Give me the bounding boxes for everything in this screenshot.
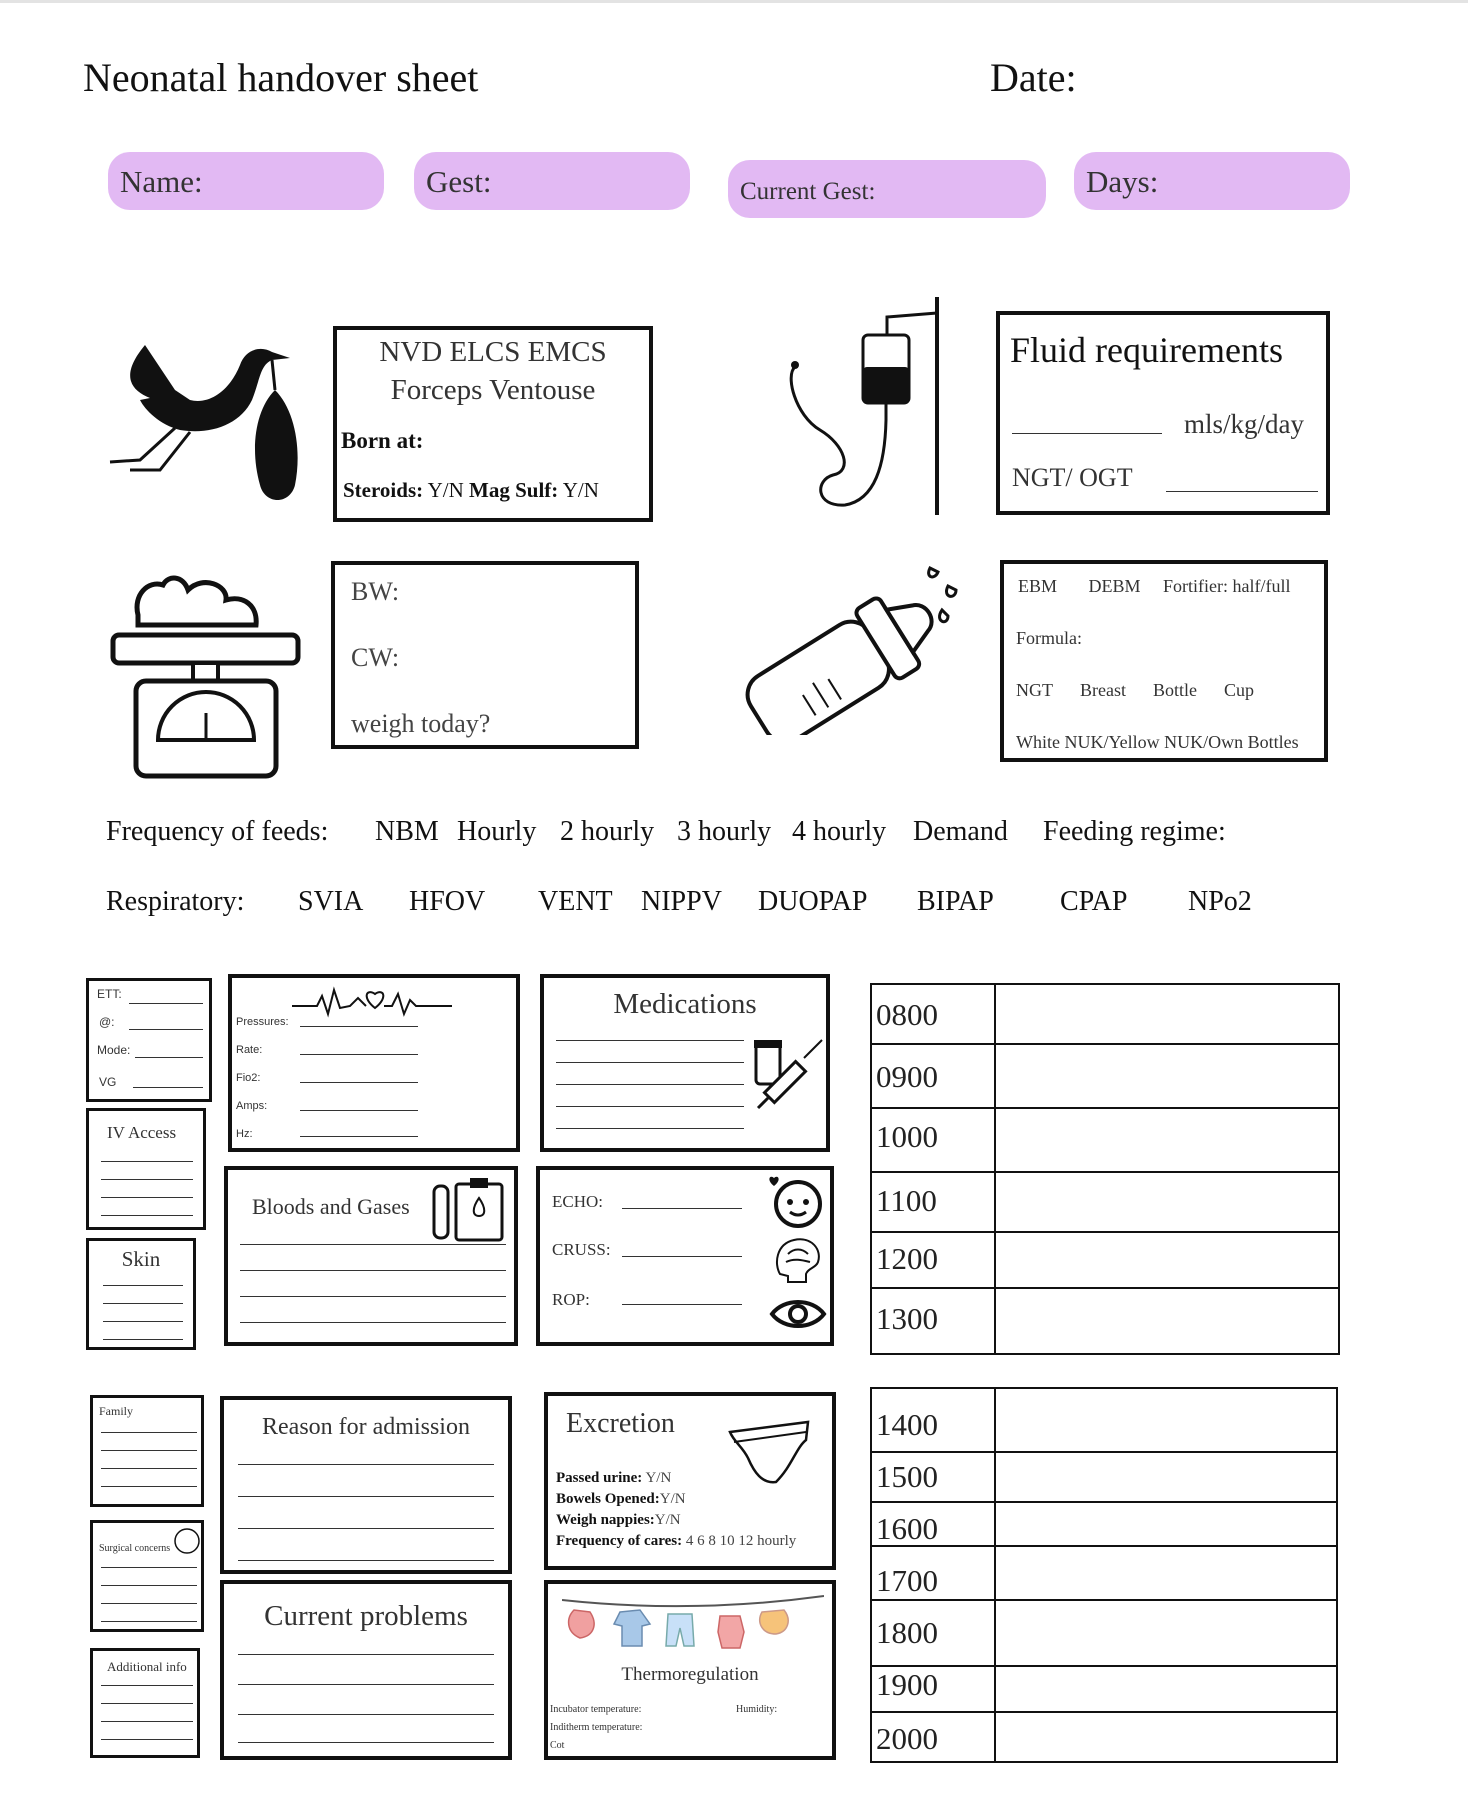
delivery-modes: NVD ELCS EMCS (379, 336, 607, 368)
ngt-ogt-line[interactable] (1166, 491, 1318, 492)
family-box (90, 1395, 204, 1507)
additional-info-box (90, 1648, 200, 1758)
hour-0800: 0800 (876, 997, 938, 1032)
respiratory-label: Respiratory: (106, 886, 245, 917)
hour-1200: 1200 (876, 1241, 938, 1276)
iv-access-title: IV Access (107, 1123, 177, 1142)
screening-box (536, 1166, 834, 1346)
reason-title: Reason for admission (262, 1414, 470, 1440)
resp-nippv[interactable]: NIPPV (641, 886, 722, 917)
date-label: Date: (990, 55, 1077, 100)
current-problems-box (220, 1580, 512, 1760)
schedule-grid-top (870, 983, 1340, 1355)
inditherm-temp-label: Inditherm temperature: (550, 1722, 643, 1733)
hour-1600: 1600 (876, 1511, 938, 1546)
feeding-details-box (1000, 560, 1328, 762)
surgical-icon (173, 1527, 201, 1555)
iv-access-box (86, 1108, 206, 1230)
hour-1100: 1100 (876, 1183, 937, 1218)
family-title: Family (99, 1404, 134, 1418)
feeding-bottle-icon (730, 560, 970, 735)
brain-icon (772, 1234, 824, 1286)
fluid-unit: mls/kg/day (1184, 409, 1304, 439)
feeding-milk-types: EBM DEBM Fortifier: half/full (1018, 576, 1291, 596)
medications-box (540, 974, 830, 1152)
resp-vent[interactable]: VENT (538, 886, 613, 917)
current-gest-field[interactable]: Current Gest: (728, 160, 1046, 218)
hour-1800: 1800 (876, 1615, 938, 1650)
bloods-gases-box (224, 1166, 518, 1346)
clothesline-icon (562, 1588, 824, 1654)
hour-2000: 2000 (876, 1721, 938, 1756)
iv-drip-icon (775, 295, 945, 530)
blood-test-icon (432, 1176, 506, 1242)
hour-1700: 1700 (876, 1563, 938, 1598)
schedule-grid-bottom (870, 1387, 1338, 1763)
bowels-opened: Bowels Opened:Y/N (556, 1491, 686, 1507)
reason-for-admission-box (220, 1396, 512, 1574)
hour-1900: 1900 (876, 1667, 938, 1702)
hour-1000: 1000 (876, 1119, 938, 1154)
formula-label: Formula: (1016, 628, 1082, 648)
resp-hfov[interactable]: HFOV (409, 886, 486, 917)
birth-details-box (333, 326, 653, 522)
additional-title: Additional info (107, 1659, 187, 1674)
stork-icon (100, 320, 310, 510)
cot-label: Cot (550, 1740, 565, 1751)
weight-box (331, 561, 639, 749)
thermo-title: Thermoregulation (621, 1664, 759, 1685)
frequency-label: Frequency of feeds: (106, 816, 329, 847)
born-at-label: Born at: (341, 428, 424, 453)
birth-weight-label: BW: (351, 577, 400, 606)
thermoregulation-box (544, 1580, 836, 1760)
nappy-icon (726, 1418, 812, 1488)
rop-label: ROP: (552, 1290, 590, 1309)
name-field[interactable]: Name: (108, 152, 384, 210)
baby-scale-icon (108, 555, 303, 780)
weigh-nappies: Weigh nappies:Y/N (556, 1512, 681, 1528)
surgical-title: Surgical concerns (99, 1543, 171, 1554)
ventilation-settings-box: ETT: @: Mode: VG (86, 978, 212, 1102)
ngt-ogt-label: NGT/ OGT (1012, 463, 1133, 492)
fluid-requirements-box (996, 311, 1330, 515)
freq-hourly[interactable]: Hourly (457, 816, 537, 847)
resp-duopap[interactable]: DUOPAP (758, 886, 868, 917)
heartbeat-icon (292, 984, 452, 1018)
skin-box (86, 1238, 196, 1350)
hour-1500: 1500 (876, 1459, 938, 1494)
surgical-concerns-box (90, 1520, 204, 1632)
gest-field[interactable]: Gest: (414, 152, 690, 210)
syringe-vial-icon (750, 1038, 826, 1114)
medications-title: Medications (613, 988, 757, 1020)
bloods-title: Bloods and Gases (252, 1194, 410, 1219)
vent-parameters-box: Pressures: Rate: Fio2: Amps: Hz: (228, 974, 520, 1152)
feeding-methods: NGT Breast Bottle Cup (1016, 680, 1254, 700)
days-field[interactable]: Days: (1074, 152, 1350, 210)
freq-4-hourly[interactable]: 4 hourly (792, 816, 887, 847)
steroids-magsulf: Steroids: Y/N Mag Sulf: Y/N (343, 478, 599, 502)
passed-urine: Passed urine: Y/N (556, 1470, 672, 1486)
cruss-label: CRUSS: (552, 1240, 611, 1259)
current-weight-label: CW: (351, 643, 400, 672)
problems-title: Current problems (264, 1600, 468, 1632)
freq-2-hourly[interactable]: 2 hourly (560, 816, 655, 847)
incubator-temp-label: Incubator temperature: (550, 1704, 642, 1715)
feeding-regime-label: Feeding regime: (1043, 816, 1226, 847)
humidity-label: Humidity: (736, 1704, 778, 1715)
page-title: Neonatal handover sheet (83, 55, 479, 100)
resp-svia[interactable]: SVIA (298, 886, 364, 917)
resp-cpap[interactable]: CPAP (1060, 886, 1128, 917)
hour-1400: 1400 (876, 1407, 938, 1442)
freq-demand[interactable]: Demand (913, 816, 1008, 847)
weigh-today-label: weigh today? (351, 709, 491, 738)
hour-0900: 0900 (876, 1059, 938, 1094)
fluid-title: Fluid requirements (1010, 330, 1283, 370)
delivery-instruments: Forceps Ventouse (390, 374, 596, 406)
top-divider (0, 0, 1468, 3)
freq-nbm[interactable]: NBM (375, 816, 439, 847)
excretion-title: Excretion (566, 1408, 675, 1439)
resp-bipap[interactable]: BIPAP (917, 886, 994, 917)
baby-face-icon (768, 1172, 828, 1228)
resp-npo2[interactable]: NPo2 (1188, 886, 1252, 917)
bottle-types: White NUK/Yellow NUK/Own Bottles (1016, 732, 1299, 752)
skin-title: Skin (121, 1247, 161, 1271)
fluid-rate-line[interactable] (1012, 433, 1162, 434)
excretion-box (544, 1392, 836, 1570)
eye-icon (768, 1294, 828, 1334)
echo-label: ECHO: (552, 1192, 603, 1211)
freq-3-hourly[interactable]: 3 hourly (677, 816, 772, 847)
frequency-of-cares: Frequency of cares: 4 6 8 10 12 hourly (556, 1533, 797, 1549)
hour-1300: 1300 (876, 1301, 938, 1336)
